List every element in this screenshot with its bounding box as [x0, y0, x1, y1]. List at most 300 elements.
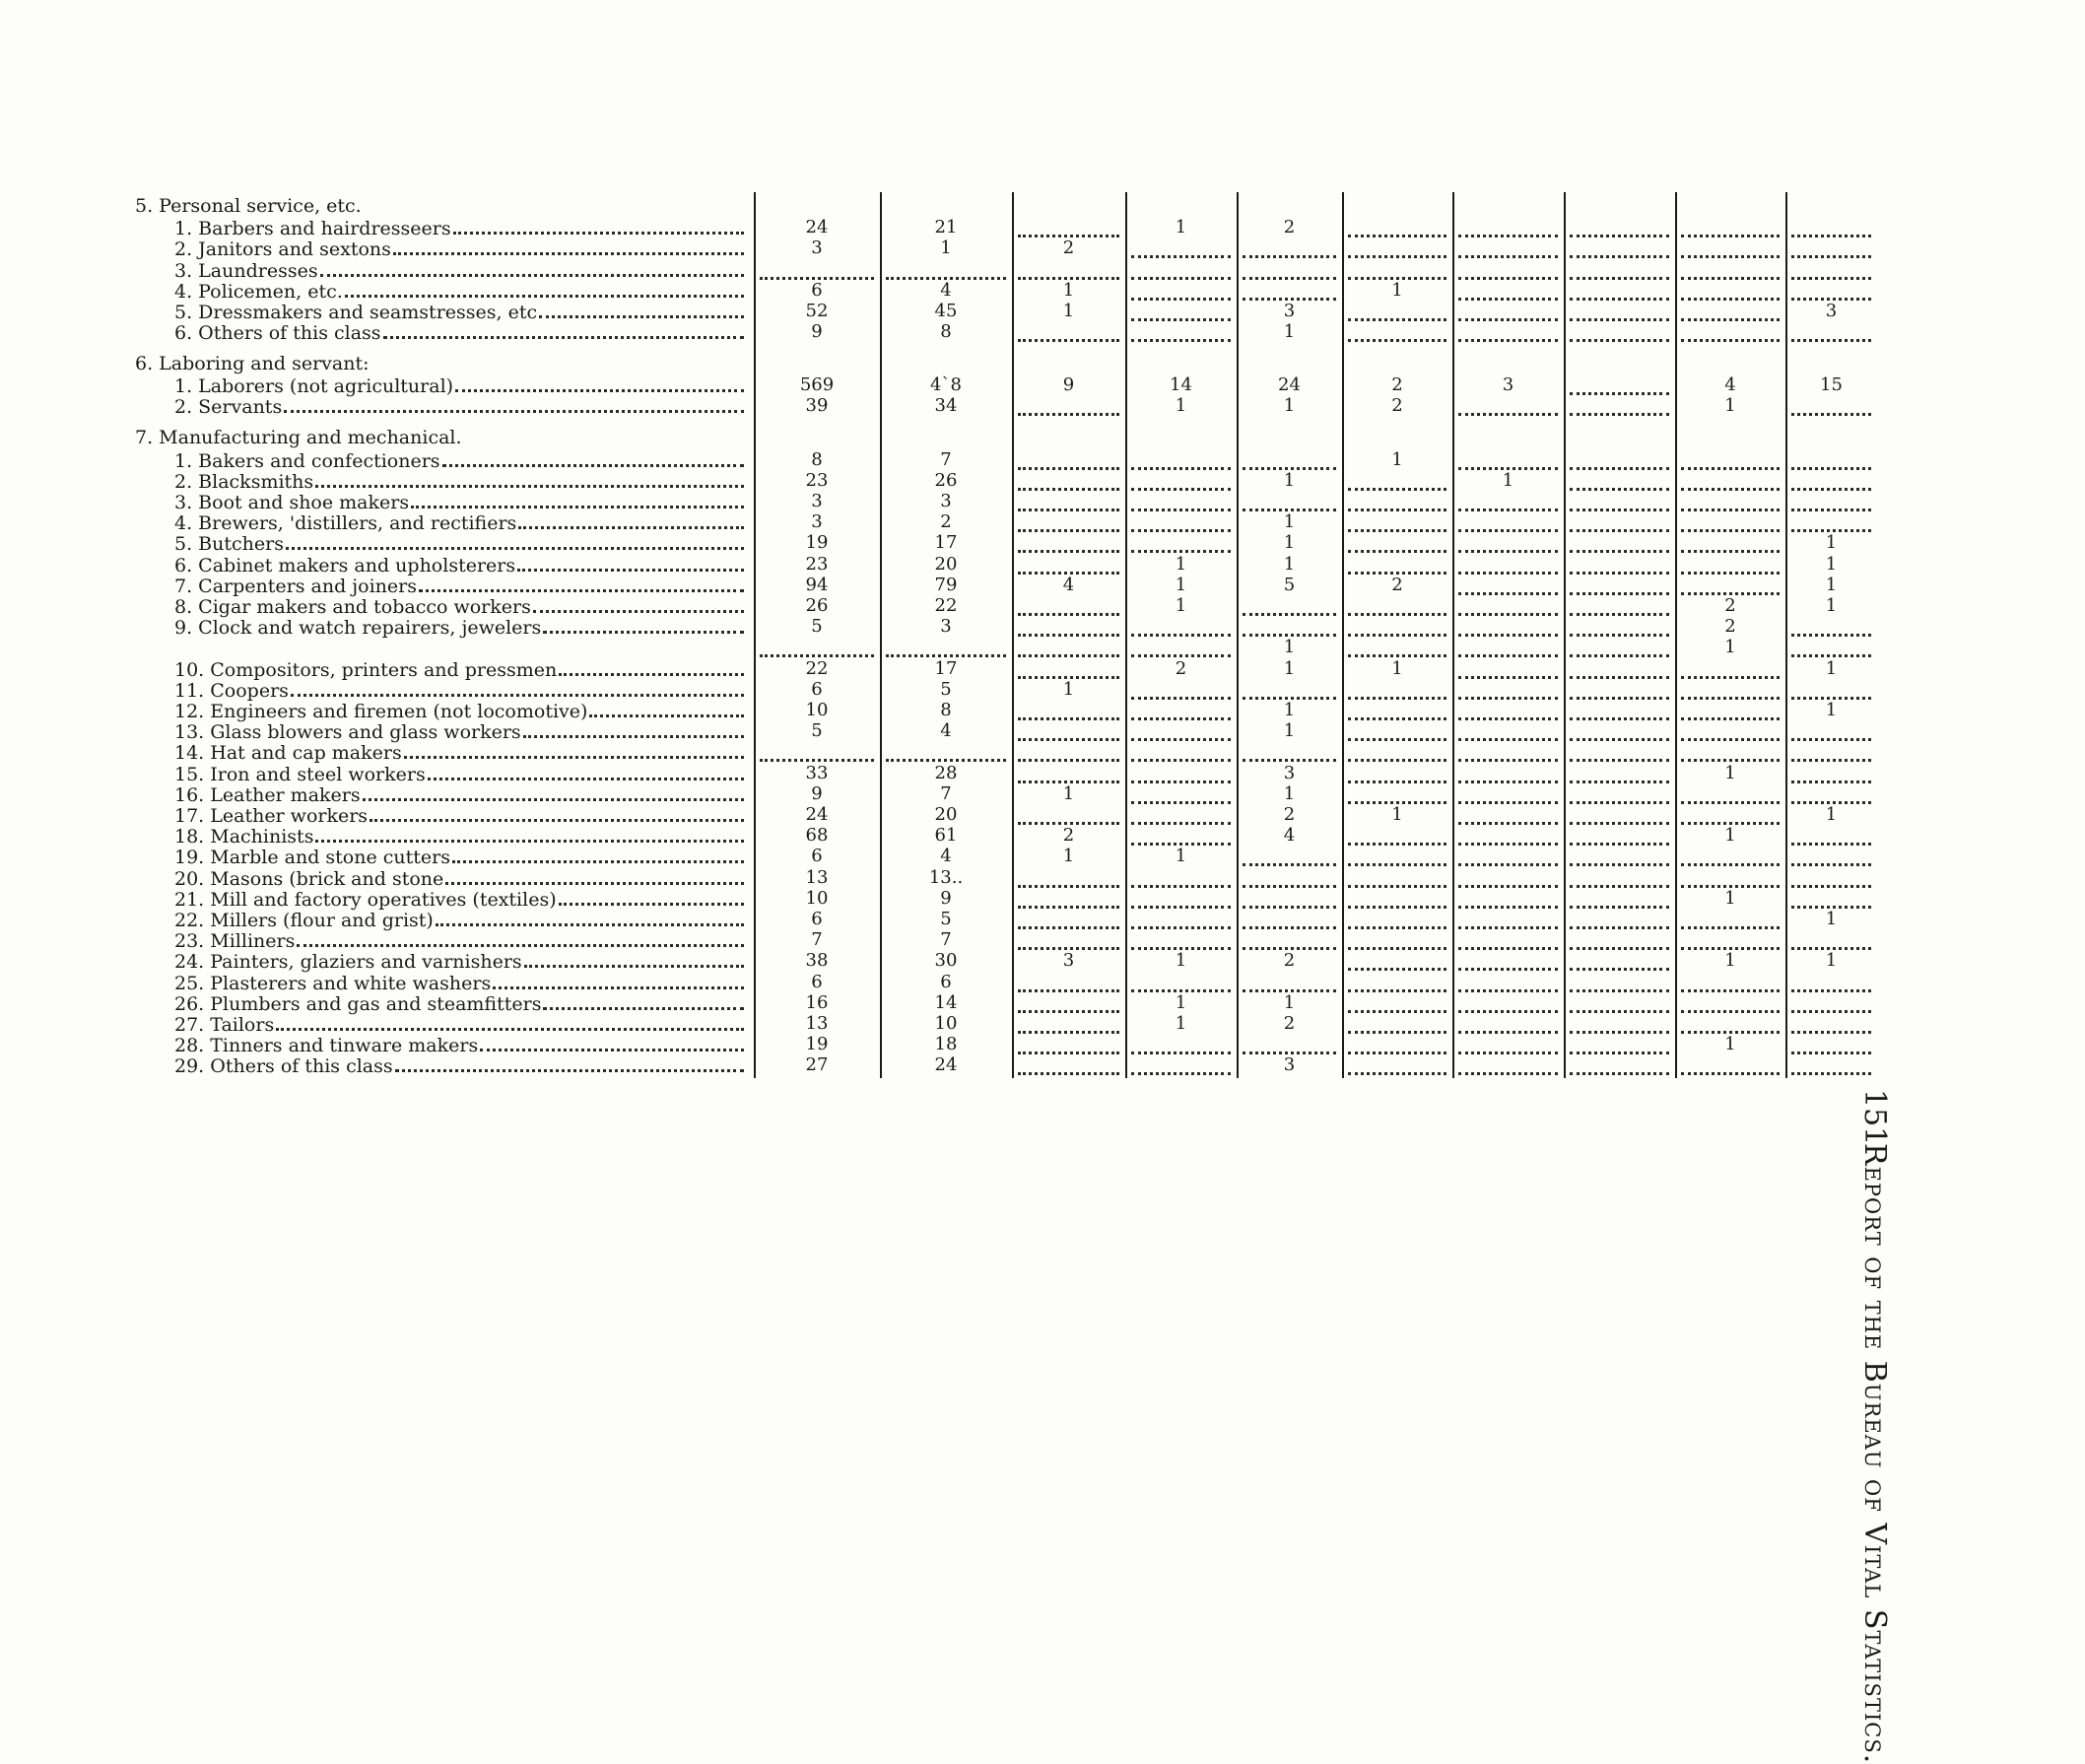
table-cell: 569 — [799, 374, 835, 396]
empty-cell-leader — [1131, 237, 1231, 258]
row-label — [174, 783, 746, 806]
table-row — [0, 783, 2085, 804]
row-label — [174, 259, 746, 282]
empty-cell-leader — [1458, 616, 1558, 637]
table-cell: 1 — [1502, 469, 1514, 491]
table-cell: 4 — [1283, 825, 1296, 847]
empty-cell-leader — [1131, 321, 1231, 342]
empty-cell-leader — [1131, 783, 1231, 804]
empty-cell-leader — [1570, 804, 1669, 825]
column-rule — [754, 192, 756, 1078]
dot-leader — [383, 321, 744, 339]
empty-cell-leader — [1570, 595, 1669, 616]
table-row — [0, 217, 2085, 240]
empty-cell-leader — [1570, 1034, 1669, 1054]
dot-leader — [370, 804, 744, 822]
table-cell: 1 — [1724, 637, 1736, 658]
table-cell: 3 — [1283, 1054, 1296, 1076]
table-row — [0, 595, 2085, 616]
table-cell: 26 — [805, 594, 829, 616]
empty-cell-leader — [1570, 1054, 1669, 1075]
table-cell: 24 — [805, 217, 829, 238]
column-rule — [1564, 192, 1566, 1078]
empty-cell-leader — [1348, 741, 1446, 762]
empty-cell-leader — [1791, 992, 1871, 1013]
empty-cell-leader — [1458, 532, 1558, 553]
empty-cell-leader — [1131, 280, 1231, 301]
empty-cell-leader — [1458, 511, 1558, 532]
empty-cell-leader — [1570, 929, 1669, 950]
row-label-text: 19. Marble and stone cutters — [174, 847, 450, 869]
table-cell: 6 — [811, 971, 823, 992]
empty-cell-leader — [1348, 679, 1446, 700]
table-cell: 1 — [1062, 279, 1075, 301]
table-cell: 1 — [1283, 991, 1296, 1013]
table-cell: 1 — [1825, 908, 1838, 929]
dot-leader — [442, 449, 744, 467]
dot-leader — [291, 679, 744, 697]
table-row — [0, 395, 2085, 419]
table-cell: 1 — [1391, 279, 1403, 301]
table-cell: 1 — [1283, 720, 1296, 742]
empty-cell-leader — [1018, 888, 1119, 909]
empty-cell-leader — [1243, 237, 1336, 258]
empty-cell-leader — [1348, 700, 1446, 720]
empty-cell-leader — [1570, 321, 1669, 342]
empty-cell-leader — [1791, 511, 1871, 532]
row-label-text: 1. Bakers and confectioners — [174, 449, 440, 472]
empty-cell-leader — [1458, 888, 1558, 909]
empty-cell-leader — [1018, 700, 1119, 720]
empty-cell-leader — [1018, 992, 1119, 1013]
table-row — [0, 888, 2085, 909]
row-label-text: 29. Others of this class — [174, 1055, 393, 1078]
row-label-text: 21. Mill and factory operatives (textiles) — [174, 888, 557, 911]
empty-cell-leader — [1348, 1054, 1446, 1075]
table-row — [0, 575, 2085, 595]
row-label — [174, 804, 746, 827]
empty-cell-leader — [1458, 595, 1558, 616]
empty-cell-leader — [1791, 321, 1871, 342]
table-cell: 10 — [805, 887, 829, 909]
empty-cell-leader — [1791, 763, 1871, 783]
empty-cell-leader — [1681, 1013, 1780, 1034]
empty-cell-leader — [1131, 679, 1231, 700]
table-cell: 1 — [1724, 950, 1736, 972]
table-cell: 79 — [934, 574, 958, 595]
empty-cell-leader — [1458, 637, 1558, 657]
empty-cell-leader — [1348, 554, 1446, 575]
table-cell: 9 — [811, 782, 823, 804]
empty-cell-leader — [1681, 846, 1780, 866]
empty-cell-leader — [1791, 395, 1871, 416]
column-rule — [1125, 192, 1127, 1078]
table-cell: 9 — [940, 887, 952, 909]
empty-cell-leader — [1348, 511, 1446, 532]
table-cell: 24 — [934, 1054, 958, 1076]
table-cell: 2 — [1391, 374, 1403, 396]
empty-cell-leader — [1348, 217, 1446, 237]
row-label-text: 2. Servants — [174, 396, 283, 419]
dot-leader — [345, 280, 744, 298]
row-label — [174, 575, 746, 597]
table-cell: 1 — [1724, 1034, 1736, 1055]
empty-cell-leader — [1458, 575, 1558, 595]
dot-leader — [559, 658, 744, 676]
empty-cell-leader — [1681, 720, 1780, 741]
row-label-text: 27. Tailors — [174, 1013, 275, 1036]
table-row — [0, 449, 2085, 470]
row-label — [174, 950, 746, 973]
empty-cell-leader — [1348, 929, 1446, 950]
table-cell: 20 — [934, 803, 958, 825]
table-cell: 33 — [805, 762, 829, 783]
empty-cell-leader — [1348, 783, 1446, 804]
dot-leader — [436, 909, 744, 926]
row-label — [174, 909, 746, 931]
table-cell: 1 — [1825, 553, 1838, 575]
empty-cell-leader — [1131, 1034, 1231, 1054]
table-cell: 4`8 — [930, 374, 962, 396]
table-cell: 27 — [805, 1054, 829, 1076]
empty-cell-leader — [1348, 909, 1446, 929]
table-cell: 1 — [1062, 678, 1075, 700]
empty-cell-leader — [1681, 532, 1780, 553]
empty-cell-leader — [1131, 616, 1231, 637]
empty-cell-leader — [1570, 783, 1669, 804]
row-label — [174, 470, 746, 493]
empty-cell-leader — [1681, 237, 1780, 258]
empty-cell-leader — [1570, 679, 1669, 700]
table-cell: 1 — [1825, 699, 1838, 720]
row-label-text: 26. Plumbers and gas and steamfitters — [174, 992, 542, 1015]
table-cell: 16 — [805, 991, 829, 1013]
table-cell: 6 — [811, 846, 823, 867]
table-cell: 1 — [1825, 657, 1838, 679]
empty-cell-leader — [1348, 972, 1446, 992]
empty-cell-leader — [1458, 679, 1558, 700]
table-cell: 1 — [1175, 395, 1187, 417]
table-cell: 5 — [1283, 574, 1296, 595]
empty-cell-leader — [1348, 867, 1446, 888]
table-row — [0, 616, 2085, 640]
row-label — [174, 846, 746, 868]
table-cell: 8 — [940, 321, 952, 343]
table-cell: 30 — [934, 950, 958, 972]
table-row — [0, 259, 2085, 280]
empty-cell-leader — [1570, 374, 1669, 395]
empty-cell-leader — [1570, 491, 1669, 511]
row-label — [174, 1034, 746, 1056]
empty-cell-leader — [1018, 1054, 1119, 1075]
table-row — [0, 658, 2085, 679]
empty-cell-leader — [1018, 909, 1119, 929]
row-label-text: 6. Others of this class — [174, 322, 381, 345]
empty-cell-leader — [1570, 763, 1669, 783]
table-cell: 1 — [1283, 321, 1296, 343]
empty-cell-leader — [1018, 720, 1119, 741]
empty-cell-leader — [1458, 1054, 1558, 1075]
table-cell: 20 — [934, 553, 958, 575]
empty-cell-leader — [1570, 237, 1669, 258]
empty-cell-leader — [1243, 1034, 1336, 1054]
empty-cell-leader — [1131, 259, 1231, 280]
table-cell: 1 — [940, 237, 952, 259]
empty-cell-leader — [1348, 321, 1446, 342]
empty-cell-leader — [1458, 741, 1558, 762]
table-cell: 3 — [1825, 301, 1838, 321]
row-label — [174, 1013, 746, 1036]
dot-leader — [543, 992, 744, 1010]
empty-cell-leader — [1791, 972, 1871, 992]
table-cell: 2 — [1724, 616, 1736, 638]
row-label-text: 2. Janitors and sextons — [174, 238, 391, 261]
dot-leader — [518, 511, 744, 529]
row-label-text: 28. Tinners and tinware makers — [174, 1035, 479, 1057]
row-label-text: 24. Painters, glaziers and varnishers — [174, 951, 522, 974]
table-cell: 3 — [811, 237, 823, 259]
empty-cell-leader — [1348, 301, 1446, 321]
empty-cell-leader — [1018, 449, 1119, 470]
row-label-text: 20. Masons (brick and stone — [174, 867, 444, 890]
empty-cell-leader — [1681, 301, 1780, 321]
table-cell: 3 — [1283, 762, 1296, 783]
row-label-text: 16. Leather makers — [174, 783, 361, 806]
table-row — [0, 237, 2085, 261]
table-cell: 3 — [811, 511, 823, 533]
empty-cell-leader — [1018, 1034, 1119, 1054]
column-rule — [1237, 192, 1239, 1078]
table-cell: 3 — [940, 490, 952, 511]
table-row — [0, 470, 2085, 491]
table-cell: 7 — [940, 929, 952, 951]
empty-cell-leader — [1681, 575, 1780, 595]
empty-cell-leader — [1458, 783, 1558, 804]
empty-cell-leader — [1018, 511, 1119, 532]
table-cell: 13.. — [928, 866, 964, 888]
table-cell: 4 — [940, 846, 952, 867]
empty-cell-leader — [1681, 679, 1780, 700]
row-label-text: 14. Hat and cap makers — [174, 742, 402, 765]
dot-leader — [559, 888, 744, 906]
dot-leader — [315, 470, 744, 488]
empty-cell-leader — [1458, 449, 1558, 470]
empty-cell-leader — [1018, 616, 1119, 637]
table-row — [0, 491, 2085, 511]
dot-leader — [452, 846, 744, 863]
table-cell: 1 — [1175, 950, 1187, 972]
empty-cell-leader — [1243, 867, 1336, 888]
empty-cell-leader — [886, 259, 1006, 280]
table-cell: 1 — [1175, 991, 1187, 1013]
row-label — [174, 301, 746, 323]
dot-leader — [523, 720, 744, 738]
empty-cell-leader — [1348, 763, 1446, 783]
table-cell: 23 — [805, 469, 829, 491]
table-cell: 17 — [934, 657, 958, 679]
table-cell: 2 — [1283, 217, 1296, 238]
empty-cell-leader — [1131, 470, 1231, 491]
table-row — [0, 1054, 2085, 1078]
empty-cell-leader — [1791, 1013, 1871, 1034]
section-heading — [0, 196, 2085, 217]
table-cell: 38 — [805, 950, 829, 972]
dot-leader — [539, 301, 744, 318]
dot-leader — [393, 237, 744, 255]
column-rule — [880, 192, 882, 1078]
empty-cell-leader — [1791, 280, 1871, 301]
empty-cell-leader — [1570, 1013, 1669, 1034]
column-rule — [1452, 192, 1454, 1078]
table-cell: 2 — [1062, 237, 1075, 259]
row-label — [174, 700, 746, 722]
empty-cell-leader — [1458, 554, 1558, 575]
empty-cell-leader — [1018, 554, 1119, 575]
table-row — [0, 532, 2085, 556]
row-label-text: 17. Leather workers — [174, 804, 369, 827]
empty-cell-leader — [1570, 301, 1669, 321]
row-label — [174, 595, 746, 618]
table-cell: 3 — [1283, 301, 1296, 321]
table-row — [0, 846, 2085, 869]
table-cell: 10 — [934, 1012, 958, 1034]
row-label-text: 22. Millers (flour and grist) — [174, 909, 434, 931]
table-cell: 15 — [1820, 374, 1843, 396]
dot-leader — [455, 374, 744, 392]
empty-cell-leader — [1131, 888, 1231, 909]
section-heading-text: 7. Manufacturing and mechanical. — [135, 428, 462, 449]
empty-cell-leader — [1131, 637, 1231, 657]
dot-leader — [411, 491, 744, 509]
empty-cell-leader — [1131, 972, 1231, 992]
row-label — [174, 532, 746, 555]
table-cell: 1 — [1283, 469, 1296, 491]
dot-leader — [395, 1054, 744, 1072]
row-label — [174, 491, 746, 513]
empty-cell-leader — [1791, 720, 1871, 741]
table-cell: 39 — [805, 395, 829, 417]
empty-cell-leader — [1018, 804, 1119, 825]
table-cell: 13 — [805, 866, 829, 888]
empty-cell-leader — [886, 741, 1006, 762]
empty-cell-leader — [1570, 888, 1669, 909]
empty-cell-leader — [1570, 700, 1669, 720]
empty-cell-leader — [1131, 825, 1231, 846]
empty-cell-leader — [1348, 950, 1446, 971]
empty-cell-leader — [1570, 637, 1669, 657]
table-cell: 3 — [811, 490, 823, 511]
empty-cell-leader — [1791, 637, 1871, 657]
table-cell: 2 — [1283, 803, 1296, 825]
table-cell: 45 — [934, 301, 958, 321]
empty-cell-leader — [1681, 972, 1780, 992]
empty-cell-leader — [1681, 217, 1780, 237]
empty-cell-leader — [1348, 992, 1446, 1013]
empty-cell-leader — [1791, 616, 1871, 637]
empty-cell-leader — [1570, 280, 1669, 301]
empty-cell-leader — [1791, 783, 1871, 804]
row-label-text: 8. Cigar makers and tobacco workers — [174, 595, 531, 618]
empty-cell-leader — [1570, 511, 1669, 532]
dot-leader — [589, 700, 744, 717]
dot-leader — [493, 972, 744, 989]
empty-cell-leader — [1570, 259, 1669, 280]
empty-cell-leader — [1458, 929, 1558, 950]
empty-cell-leader — [1018, 763, 1119, 783]
empty-cell-leader — [1458, 763, 1558, 783]
table-row — [0, 637, 2085, 657]
row-label-text: 1. Laborers (not agricultural) — [174, 375, 454, 398]
empty-cell-leader — [1791, 259, 1871, 280]
dot-leader — [276, 1013, 744, 1031]
empty-cell-leader — [1681, 1054, 1780, 1075]
table-row — [0, 554, 2085, 575]
empty-cell-leader — [1458, 950, 1558, 971]
empty-cell-leader — [1570, 741, 1669, 762]
empty-cell-leader — [1570, 217, 1669, 237]
row-label-text: 9. Clock and watch repairers, jewelers — [174, 617, 542, 640]
row-label-text: 2. Blacksmiths — [174, 470, 314, 493]
empty-cell-leader — [1458, 301, 1558, 321]
empty-cell-leader — [1243, 741, 1336, 762]
table-cell: 1 — [1175, 553, 1187, 575]
empty-cell-leader — [1243, 491, 1336, 511]
table-cell: 52 — [805, 301, 829, 321]
table-cell: 1 — [1391, 803, 1403, 825]
empty-cell-leader — [1458, 867, 1558, 888]
table-row — [0, 511, 2085, 535]
dot-leader — [445, 867, 744, 885]
table-row — [0, 972, 2085, 992]
empty-cell-leader — [1458, 1013, 1558, 1034]
table-cell: 19 — [805, 532, 829, 554]
table-cell: 6 — [940, 971, 952, 992]
empty-cell-leader — [1018, 321, 1119, 342]
empty-cell-leader — [1681, 909, 1780, 929]
empty-cell-leader — [1458, 846, 1558, 866]
row-label — [174, 1054, 746, 1077]
row-label — [174, 511, 746, 534]
empty-cell-leader — [1131, 449, 1231, 470]
empty-cell-leader — [1681, 741, 1780, 762]
empty-cell-leader — [1348, 637, 1446, 657]
empty-cell-leader — [1681, 321, 1780, 342]
empty-cell-leader — [1681, 804, 1780, 825]
row-label — [174, 679, 746, 702]
table-cell: 1 — [1175, 217, 1187, 238]
empty-cell-leader — [1791, 679, 1871, 700]
empty-cell-leader — [1131, 301, 1231, 321]
row-label-text: 3. Boot and shoe makers — [174, 491, 410, 513]
table-cell: 22 — [805, 657, 829, 679]
empty-cell-leader — [1018, 929, 1119, 950]
table-cell: 2 — [1391, 395, 1403, 417]
table-row — [0, 679, 2085, 700]
row-label-text: 3. Laundresses — [174, 259, 318, 282]
empty-cell-leader — [1348, 1013, 1446, 1034]
table-cell: 4 — [1062, 574, 1075, 595]
empty-cell-leader — [1018, 595, 1119, 616]
empty-cell-leader — [1791, 1034, 1871, 1054]
table-cell: 4 — [940, 279, 952, 301]
table-cell: 24 — [805, 803, 829, 825]
table-row — [0, 700, 2085, 720]
empty-cell-leader — [1570, 470, 1669, 491]
empty-cell-leader — [1570, 950, 1669, 971]
table-cell: 1 — [1283, 511, 1296, 533]
empty-cell-leader — [1348, 825, 1446, 846]
empty-cell-leader — [1348, 532, 1446, 553]
